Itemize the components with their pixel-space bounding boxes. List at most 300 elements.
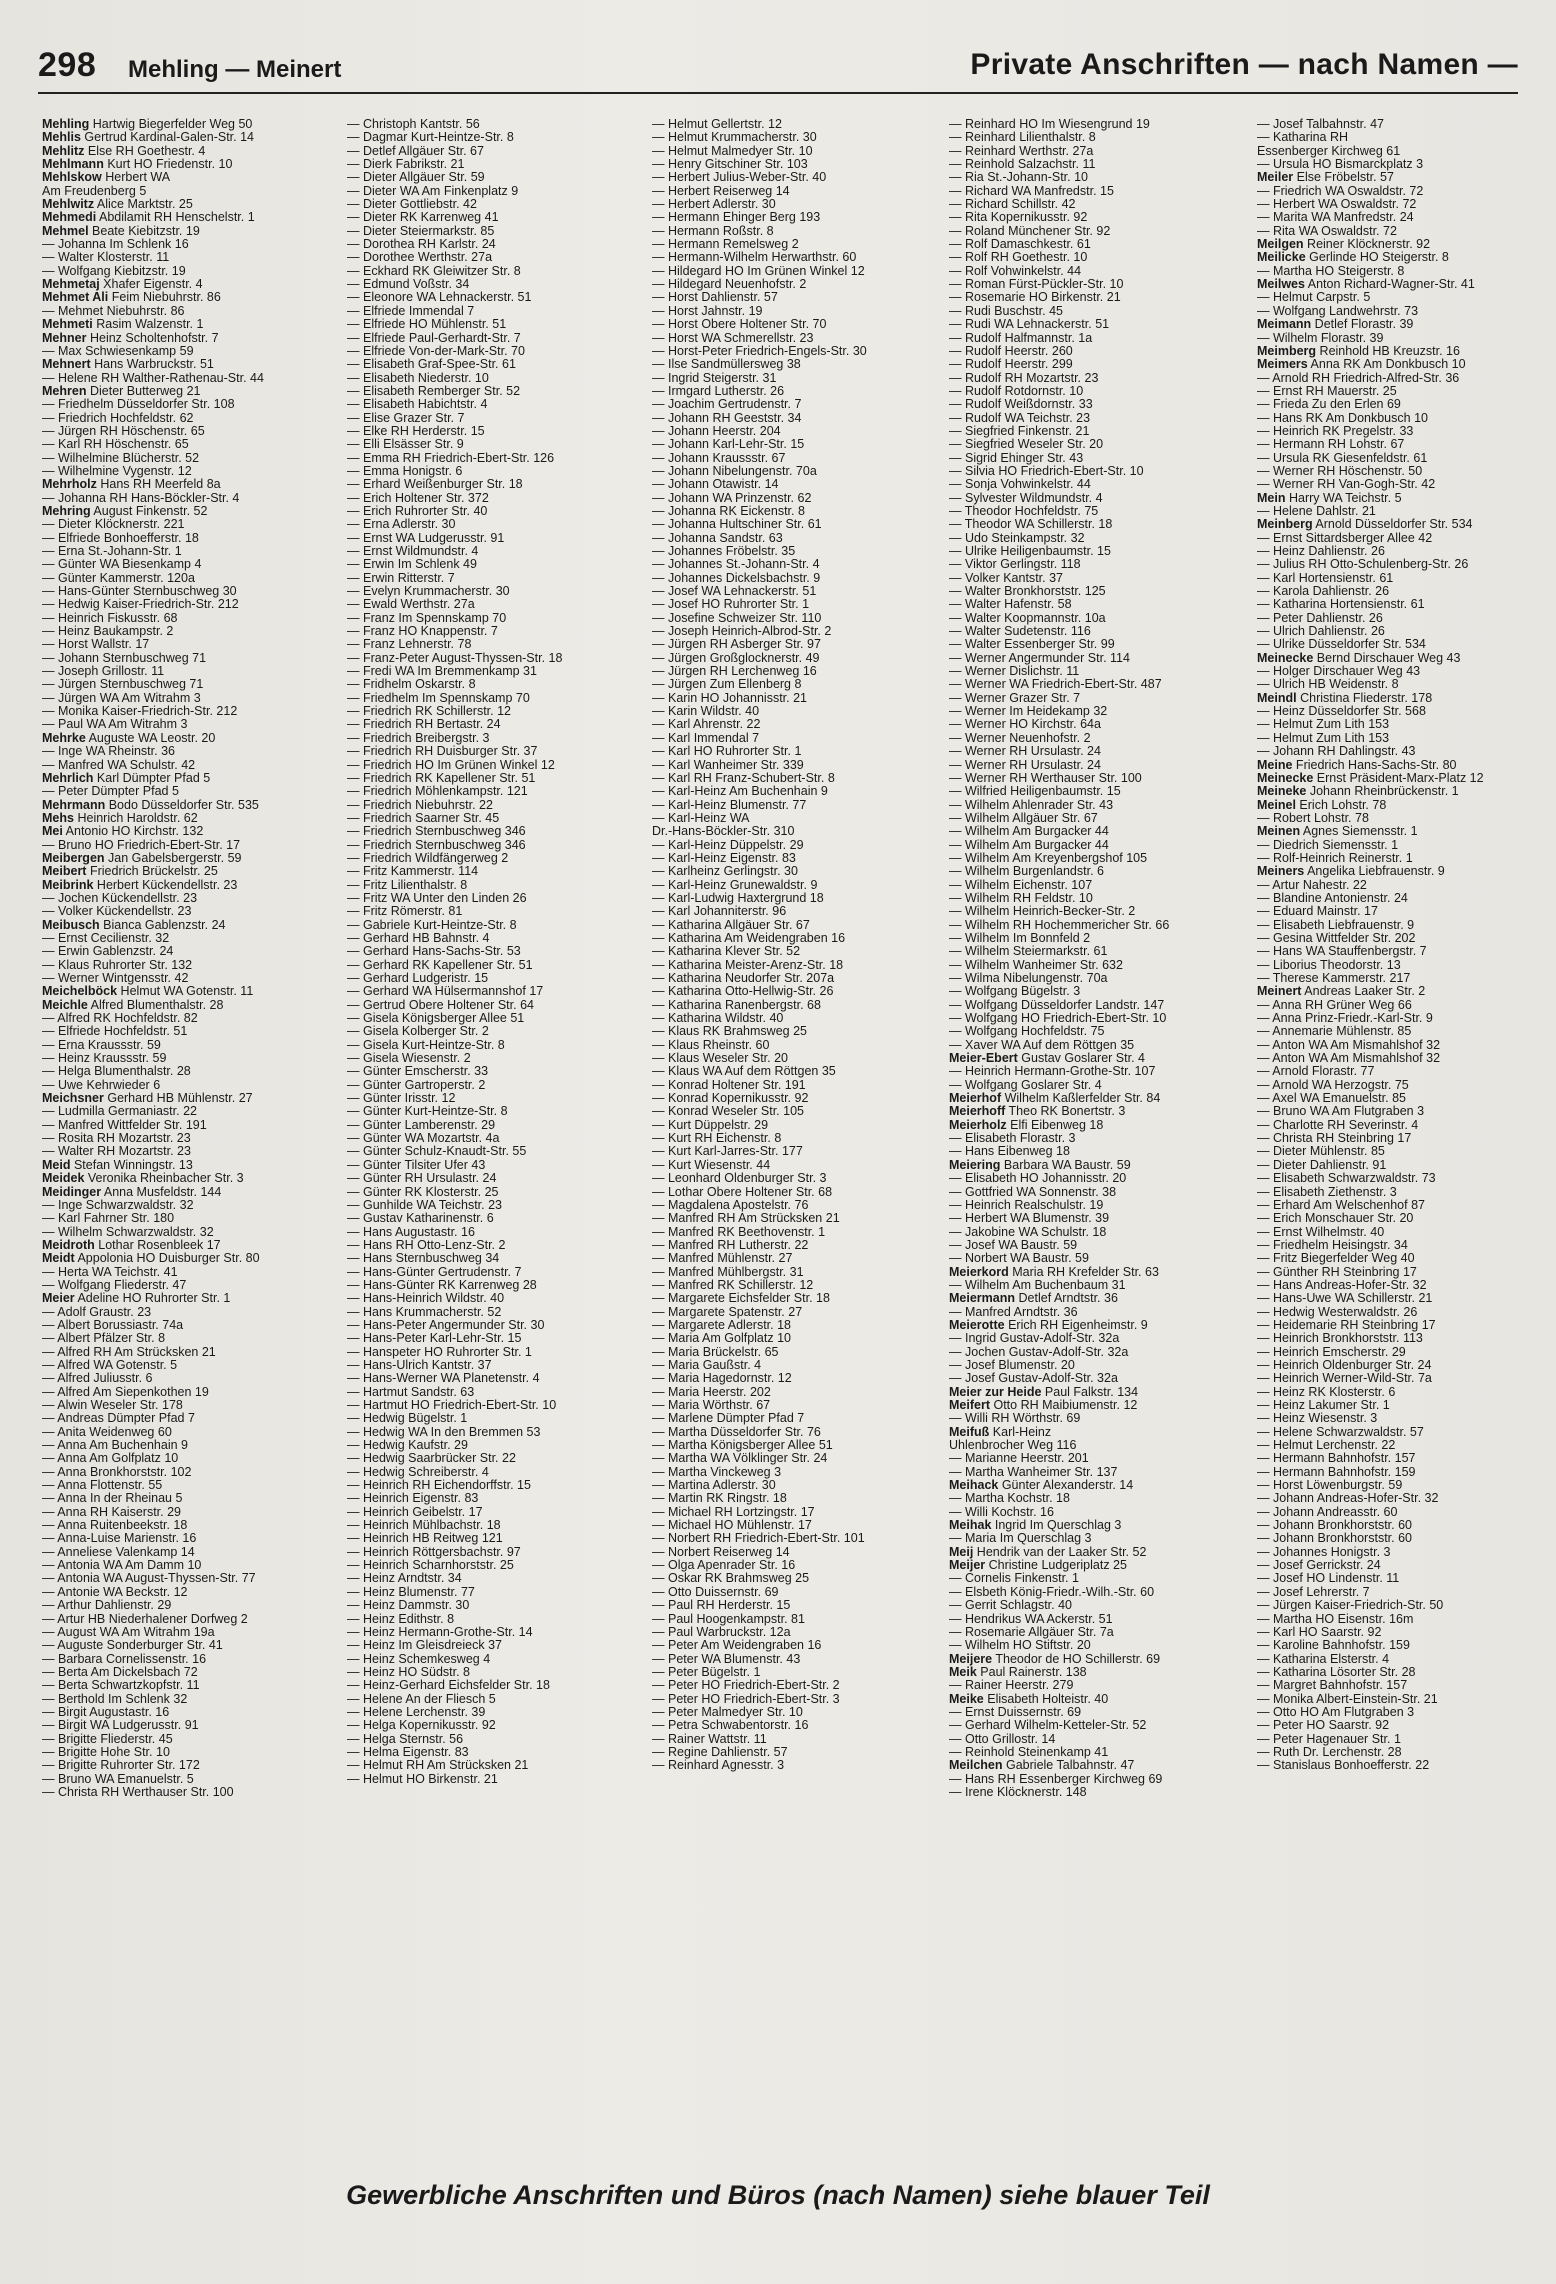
- entry-text: — Charlotte RH Severinstr. 4: [1257, 1117, 1419, 1132]
- entry-text: — Heinrich Eigenstr. 83: [347, 1491, 479, 1506]
- entry-text: — Walter Hafenstr. 58: [949, 597, 1072, 612]
- directory-entry: [1257, 278, 1555, 291]
- directory-entry: [949, 211, 1247, 224]
- directory-entry: [949, 745, 1247, 758]
- directory-entry: [347, 1439, 645, 1452]
- entry-text: Bodo Düsseldorfer Str. 535: [108, 797, 259, 812]
- entry-text: — Ingrid Gustav-Adolf-Str. 32a: [949, 1331, 1120, 1346]
- entry-text: — Edmund Voßstr. 34: [347, 277, 470, 292]
- directory-entry: [652, 211, 950, 224]
- entry-text: Theodor de HO Schillerstr. 69: [995, 1651, 1161, 1666]
- entry-text: — Werner HO Kirchstr. 64a: [949, 717, 1101, 732]
- directory-entry: [347, 1172, 645, 1185]
- directory-entry: [1257, 1546, 1555, 1559]
- directory-entry: [652, 1506, 950, 1519]
- directory-entry: [949, 452, 1247, 465]
- entry-text: — Erich Ruhrorter Str. 40: [347, 503, 488, 518]
- directory-entry: [42, 1132, 340, 1145]
- directory-entry: [1257, 1226, 1555, 1239]
- directory-entry: [949, 198, 1247, 211]
- directory-entry: [42, 1412, 340, 1425]
- entry-text: — Karl-Heinz Eigenstr. 83: [652, 850, 796, 865]
- directory-entry: [1257, 1145, 1555, 1158]
- directory-entry: [949, 1292, 1247, 1305]
- directory-entry: [949, 652, 1247, 665]
- directory-entry: [42, 532, 340, 545]
- directory-entry: [652, 1706, 950, 1719]
- directory-entry: [652, 1653, 950, 1666]
- directory-entry: [347, 1719, 645, 1732]
- directory-entry: [949, 1546, 1247, 1559]
- directory-entry: [347, 211, 645, 224]
- directory-entry: [42, 1172, 340, 1185]
- directory-entry: [949, 1759, 1247, 1772]
- directory-entry: [949, 1052, 1247, 1065]
- entry-text: — Martha Wanheimer Str. 137: [949, 1464, 1118, 1479]
- directory-entry: [347, 652, 645, 665]
- surname: Meijere: [949, 1651, 993, 1666]
- surname: Meifuß: [949, 1424, 990, 1439]
- entry-text: — Katharina Neudorfer Str. 207a: [652, 971, 835, 985]
- entry-text: — Wilhelm Am Burgacker 44: [949, 837, 1109, 852]
- entry-text: — Monika Albert-Einstein-Str. 21: [1257, 1691, 1438, 1706]
- entry-text: — Werner WA Friedrich-Ebert-Str. 487: [949, 677, 1162, 692]
- surname: Meilwes: [1257, 277, 1305, 292]
- directory-entry: [652, 1252, 950, 1265]
- directory-entry: [347, 1039, 645, 1052]
- surname: Meierhoff: [949, 1104, 1006, 1119]
- entry-text: — Klaus Weseler Str. 20: [652, 1051, 789, 1066]
- directory-entry: [42, 251, 340, 264]
- entry-text: — Johannes Fröbelstr. 35: [652, 544, 796, 558]
- entry-text: — Maria Gaußstr. 4: [652, 1357, 762, 1372]
- entry-text: — Gisela Kurt-Heintze-Str. 8: [347, 1037, 505, 1052]
- entry-text: — Franz-Peter August-Thyssen-Str. 18: [347, 650, 563, 665]
- entry-text: — Kurt RH Eichenstr. 8: [652, 1131, 782, 1146]
- directory-entry: [347, 518, 645, 531]
- directory-entry: [347, 1052, 645, 1065]
- directory-entry: [1257, 612, 1555, 625]
- directory-entry: [42, 1613, 340, 1626]
- directory-entry: [949, 1506, 1247, 1519]
- entry-text: Lothar Rosenbleek 17: [98, 1237, 221, 1252]
- directory-entry: [347, 1586, 645, 1599]
- directory-entry: [949, 291, 1247, 304]
- directory-entry: [652, 358, 950, 371]
- directory-entry: [1257, 1452, 1555, 1465]
- entry-text: — Christa RH Werthauser Str. 100: [42, 1784, 234, 1799]
- entry-text: — Heinrich RH Eichendorffstr. 15: [347, 1478, 531, 1493]
- entry-text: — Erhard Weißenburger Str. 18: [347, 477, 523, 492]
- entry-text: — Günter Emscherstr. 33: [347, 1064, 489, 1079]
- directory-entry: [949, 598, 1247, 611]
- directory-entry: [652, 278, 950, 291]
- surname: Meibert: [42, 864, 87, 879]
- entry-text: — Olga Apenrader Str. 16: [652, 1558, 796, 1573]
- entry-text: — Elisabeth Graf-Spee-Str. 61: [347, 357, 516, 372]
- directory-entry: [949, 1212, 1247, 1225]
- directory-entry: [949, 1132, 1247, 1145]
- entry-text: — Elisabeth Florastr. 3: [949, 1131, 1076, 1146]
- entry-text: — Karl Immendal 7: [652, 730, 760, 745]
- directory-entry: [652, 332, 950, 345]
- entry-text: — Gesina Wittfelder Str. 202: [1257, 930, 1416, 945]
- entry-text: Dr.-Hans-Böckler-Str. 310: [652, 824, 795, 839]
- directory-entry: [347, 372, 645, 385]
- entry-text: Angelika Liebfrauenstr. 9: [1307, 864, 1445, 879]
- surname: Meinert: [1257, 984, 1302, 999]
- entry-text: — Heinz Hermann-Grothe-Str. 14: [347, 1624, 533, 1639]
- directory-entry: [1257, 1212, 1555, 1225]
- entry-text: — Fritz Kammerstr. 114: [347, 864, 479, 879]
- entry-text: — Xaver WA Auf dem Röttgen 35: [949, 1037, 1135, 1052]
- entry-text: — Rainer Heerstr. 279: [949, 1678, 1074, 1693]
- entry-text: — Erich Holtener Str. 372: [347, 490, 489, 505]
- entry-text: Am Freudenberg 5: [42, 183, 147, 198]
- directory-entry: [42, 345, 340, 358]
- directory-entry: [949, 1653, 1247, 1666]
- entry-text: — Rosita RH Mozartstr. 23: [42, 1131, 191, 1146]
- entry-text: — Monika Kaiser-Friedrich-Str. 212: [42, 704, 238, 719]
- entry-text: — Ursula HO Bismarckplatz 3: [1257, 157, 1424, 172]
- entry-text: — Hans WA Stauffenbergstr. 7: [1257, 944, 1427, 959]
- directory-entry: [347, 398, 645, 411]
- entry-text: — Arthur Dahlienstr. 29: [42, 1598, 172, 1613]
- directory-entry: [949, 1719, 1247, 1732]
- entry-text: Jan Gabelsbergerstr. 59: [108, 850, 242, 865]
- directory-entry: [1257, 1479, 1555, 1492]
- entry-text: — Peter Hagenauer Str. 1: [1257, 1731, 1401, 1746]
- entry-text: — Gerhard Hans-Sachs-Str. 53: [347, 944, 521, 959]
- directory-entry: [652, 1746, 950, 1759]
- directory-entry: [42, 985, 340, 998]
- entry-text: — Wilhelm Wanheimer Str. 632: [949, 957, 1123, 972]
- directory-entry: [949, 158, 1247, 171]
- entry-text: — Norbert WA Baustr. 59: [949, 1251, 1089, 1266]
- surname: Meindl: [1257, 690, 1297, 705]
- directory-entry: [652, 678, 950, 691]
- section-title: Private Anschriften — nach Namen —: [970, 48, 1518, 81]
- directory-entry: [1257, 1693, 1555, 1706]
- directory-entry: [1257, 932, 1555, 945]
- directory-entry: [347, 1399, 645, 1412]
- directory-entry: [42, 1306, 340, 1319]
- entry-text: — Ingrid Steigerstr. 31: [652, 370, 777, 385]
- entry-text: — Günter Lamberenstr. 29: [347, 1117, 496, 1132]
- entry-text: — Ilse Sandmüllersweg 38: [652, 357, 801, 372]
- directory-entry: [347, 558, 645, 571]
- entry-text: — Detlef Allgäuer Str. 67: [347, 143, 484, 158]
- entry-text: — Maria Heerstr. 202: [652, 1384, 771, 1399]
- page-header: [38, 42, 1518, 94]
- entry-text: — Elisabeth Remberger Str. 52: [347, 383, 521, 398]
- directory-entry: [42, 1452, 340, 1465]
- directory-entry: [652, 1332, 950, 1345]
- entry-text: — Anna-Luise Marienstr. 16: [42, 1531, 197, 1546]
- directory-entry: [42, 638, 340, 651]
- entry-text: — Josef HO Ruhrorter Str. 1: [652, 597, 810, 612]
- entry-text: — Manfred WA Schulstr. 42: [42, 757, 196, 772]
- directory-entry: [42, 1319, 340, 1332]
- surname: Meiermann: [949, 1291, 1016, 1306]
- entry-text: — Heinz HO Südstr. 8: [347, 1664, 471, 1679]
- directory-entry: [347, 892, 645, 905]
- entry-text: — Karl-Heinz WA: [652, 810, 750, 825]
- entry-text: — Hans-Günter RK Karrenweg 28: [347, 1277, 537, 1292]
- entry-text: — Friedrich Wildfängerweg 2: [347, 850, 509, 865]
- directory-entry: [42, 572, 340, 585]
- entry-text: Hans Warbruckstr. 51: [94, 357, 214, 372]
- directory-entry: [1257, 1079, 1555, 1092]
- entry-text: — Jochen Gustav-Adolf-Str. 32a: [949, 1344, 1129, 1359]
- directory-entry: [347, 1479, 645, 1492]
- directory-entry: [347, 438, 645, 451]
- directory-entry: [949, 345, 1247, 358]
- directory-entry: [949, 1639, 1247, 1652]
- entry-text: Hartwig Biegerfelder Weg 50: [92, 118, 253, 131]
- directory-entry: [652, 1759, 950, 1772]
- entry-text: — Gisela Königsberger Allee 51: [347, 1011, 525, 1026]
- directory-entry: [652, 945, 950, 958]
- entry-text: — Liborius Theodorstr. 13: [1257, 957, 1401, 972]
- entry-text: — Hans-Heinrich Wildstr. 40: [347, 1291, 505, 1306]
- directory-entry: [1257, 705, 1555, 718]
- entry-text: Beate Kiebitzstr. 19: [92, 223, 200, 238]
- surname: Meinecke: [1257, 770, 1314, 785]
- directory-entry: [42, 1052, 340, 1065]
- entry-text: — Wolfgang Düsseldorfer Landstr. 147: [949, 997, 1165, 1012]
- entry-text: Heinrich Haroldstr. 62: [77, 810, 198, 825]
- entry-text: — Hermann Bahnhofstr. 157: [1257, 1451, 1416, 1466]
- directory-entry: [347, 1599, 645, 1612]
- directory-entry: [1257, 892, 1555, 905]
- entry-text: — Rudolf Weißdornstr. 33: [949, 397, 1093, 412]
- entry-text: — Johannes St.-Johann-Str. 4: [652, 557, 820, 572]
- entry-text: — Gerhard HB Bahnstr. 4: [347, 930, 490, 945]
- entry-text: — Erna Adlerstr. 30: [347, 517, 456, 532]
- directory-entry: [1257, 1012, 1555, 1025]
- directory-entry: [652, 585, 950, 598]
- directory-entry: [1257, 171, 1555, 184]
- entry-text: — Manfred Mühlenstr. 27: [652, 1251, 793, 1266]
- directory-entry: [347, 678, 645, 691]
- entry-text: Erich Lohstr. 78: [1299, 797, 1387, 812]
- directory-entry: [347, 412, 645, 425]
- directory-entry: [347, 1359, 645, 1372]
- directory-entry: [347, 318, 645, 331]
- directory-entry: [949, 678, 1247, 691]
- entry-text: — Ernst RH Mauerstr. 25: [1257, 383, 1397, 398]
- entry-text: — Wolfgang Kiebitzstr. 19: [42, 263, 186, 278]
- entry-text: — Manfred RH Am Strücksken 21: [652, 1211, 840, 1226]
- directory-entry: [949, 1226, 1247, 1239]
- surname: Meihack: [949, 1478, 999, 1493]
- entry-text: Gustav Goslarer Str. 4: [1021, 1051, 1146, 1066]
- directory-entry: [652, 892, 950, 905]
- entry-text: — Anneliese Valenkamp 14: [42, 1544, 195, 1559]
- directory-entry: [652, 625, 950, 638]
- directory-entry: [347, 905, 645, 918]
- directory-entry: [347, 265, 645, 278]
- surname: Meimann: [1257, 317, 1312, 332]
- directory-entry: [1257, 1506, 1555, 1519]
- entry-text: — Wolfgang HO Friedrich-Ebert-Str. 10: [949, 1011, 1167, 1026]
- entry-text: — Katharina Hortensienstr. 61: [1257, 597, 1425, 612]
- directory-entry: [347, 585, 645, 598]
- directory-entry: [347, 118, 645, 131]
- directory-entry: [42, 211, 340, 224]
- directory-entry: [949, 1559, 1247, 1572]
- directory-entry: [652, 532, 950, 545]
- entry-text: — Heinz Baukampstr. 2: [42, 624, 174, 639]
- directory-entry: [1257, 1572, 1555, 1585]
- entry-text: — Hedwig Westerwaldstr. 26: [1257, 1304, 1418, 1319]
- directory-entry: [42, 1466, 340, 1479]
- directory-entry: [652, 1186, 950, 1199]
- directory-entry: [347, 185, 645, 198]
- directory-entry: [42, 1666, 340, 1679]
- entry-text: — Helmut Zum Lith 153: [1257, 730, 1390, 745]
- directory-entry: [42, 972, 340, 985]
- directory-entry: [1257, 1519, 1555, 1532]
- entry-text: — Anna RH Grüner Weg 66: [1257, 997, 1412, 1012]
- entry-text: Elfi Eibenweg 18: [1010, 1117, 1104, 1132]
- surname: Meid: [42, 1157, 71, 1172]
- entry-text: — Wilhelm RH Hochemmericher Str. 66: [949, 917, 1170, 932]
- directory-entry: [652, 1266, 950, 1279]
- directory-entry: [347, 852, 645, 865]
- directory-entry: [949, 1733, 1247, 1746]
- entry-text: — Heinz Arndtstr. 34: [347, 1571, 462, 1586]
- directory-entry: [42, 438, 340, 451]
- surname: Mehlmann: [42, 157, 104, 172]
- entry-text: — Günter Kurt-Heintze-Str. 8: [347, 1104, 508, 1119]
- entry-text: Feim Niebuhrstr. 86: [111, 290, 221, 305]
- directory-entry: [1257, 1759, 1555, 1772]
- directory-entry: [1257, 452, 1555, 465]
- directory-entry: [42, 652, 340, 665]
- directory-entry: [949, 238, 1247, 251]
- directory-entry: [652, 905, 950, 918]
- entry-text: — Rainer Wattstr. 11: [652, 1731, 767, 1746]
- directory-entry: [949, 959, 1247, 972]
- entry-text: — Johann RH Geeststr. 34: [652, 410, 802, 425]
- entry-text: — Ewald Werthstr. 27a: [347, 597, 475, 612]
- directory-entry: [652, 572, 950, 585]
- surname: Mehling: [42, 118, 90, 131]
- directory-entry: [1257, 598, 1555, 611]
- entry-text: — August WA Am Witrahm 19a: [42, 1624, 215, 1639]
- directory-entry: [347, 1706, 645, 1719]
- directory-entry: [1257, 678, 1555, 691]
- directory-entry: [652, 265, 950, 278]
- entry-text: — Gerhard WA Hülsermannshof 17: [347, 984, 544, 999]
- entry-text: — Günter Kammerstr. 120a: [42, 570, 195, 585]
- entry-text: — Rudolf Halfmannstr. 1a: [949, 330, 1093, 345]
- directory-entry: [347, 1092, 645, 1105]
- entry-text: — Hedwig Kaufstr. 29: [347, 1438, 468, 1453]
- directory-entry: [1257, 518, 1555, 531]
- directory-entry: [42, 225, 340, 238]
- entry-text: — Ernst Cecilienstr. 32: [42, 930, 170, 945]
- directory-entry: [347, 478, 645, 491]
- directory-entry: [347, 1346, 645, 1359]
- directory-entry: [1257, 1439, 1555, 1452]
- directory-entry: [1257, 438, 1555, 451]
- entry-text: — Wilhelm Schwarzwaldstr. 32: [42, 1224, 214, 1239]
- entry-text: — Bruno HO Friedrich-Ebert-Str. 17: [42, 837, 241, 852]
- directory-entry: [652, 985, 950, 998]
- directory-entry: [652, 1025, 950, 1038]
- directory-entry: [652, 1639, 950, 1652]
- directory-entry: [652, 1399, 950, 1412]
- entry-text: — Johann Bronkhorststr. 60: [1257, 1531, 1413, 1546]
- directory-entry: [1257, 1359, 1555, 1372]
- entry-text: — Richard WA Manfredstr. 15: [949, 183, 1114, 198]
- directory-entry: [652, 1159, 950, 1172]
- directory-entry: [1257, 145, 1555, 158]
- entry-text: — Wolfgang Landwehrstr. 73: [1257, 303, 1419, 318]
- directory-entry: [42, 1746, 340, 1759]
- entry-text: Agnes Siemensstr. 1: [1302, 824, 1418, 839]
- surname: Mehring: [42, 503, 91, 518]
- entry-text: — Anita Weidenweg 60: [42, 1424, 172, 1439]
- directory-entry: [652, 465, 950, 478]
- entry-text: — Alfred WA Gotenstr. 5: [42, 1357, 178, 1372]
- entry-text: — Johann Nibelungenstr. 70a: [652, 463, 817, 478]
- directory-entry: [652, 1479, 950, 1492]
- directory-entry: [1257, 412, 1555, 425]
- entry-text: — Karl-Heinz Blumenstr. 77: [652, 797, 807, 812]
- entry-text: — Gabriele Kurt-Heintze-Str. 8: [347, 917, 517, 932]
- directory-entry: [949, 1466, 1247, 1479]
- directory-entry: [949, 1773, 1247, 1786]
- entry-text: — Ulrike Düsseldorfer Str. 534: [1257, 637, 1426, 652]
- entry-text: — Jürgen WA Am Witrahm 3: [42, 690, 201, 705]
- entry-text: — Fritz WA Unter den Linden 26: [347, 890, 527, 905]
- entry-text: Paul Rainerstr. 138: [980, 1664, 1087, 1679]
- entry-text: — Therese Kammerstr. 217: [1257, 971, 1411, 985]
- directory-entry: [652, 1039, 950, 1052]
- entry-text: — Johann Andreas-Hofer-Str. 32: [1257, 1491, 1439, 1506]
- directory-entry: [652, 291, 950, 304]
- entry-text: — Wilhelm Steiermarkstr. 61: [949, 944, 1108, 959]
- surname: Mehmel: [42, 223, 89, 238]
- entry-text: — Diedrich Siemensstr. 1: [1257, 837, 1399, 852]
- entry-text: — Hermann RH Lohstr. 67: [1257, 437, 1405, 452]
- directory-entry: [949, 398, 1247, 411]
- entry-text: — Elfriede Immendal 7: [347, 303, 475, 318]
- directory-entry: [42, 665, 340, 678]
- directory-entry: [949, 1306, 1247, 1319]
- entry-text: — Konrad Weseler Str. 105: [652, 1104, 805, 1119]
- entry-text: — Franz Lehnerstr. 78: [347, 637, 472, 652]
- directory-entry: [949, 131, 1247, 144]
- entry-text: August Finkenstr. 52: [93, 503, 208, 518]
- directory-entry: [652, 772, 950, 785]
- directory-entry: [42, 1426, 340, 1439]
- directory-entry: [652, 1492, 950, 1505]
- entry-text: — Birgit WA Ludgerusstr. 91: [42, 1718, 199, 1733]
- entry-text: — Antonie WA Beckstr. 12: [42, 1584, 188, 1599]
- entry-text: — Blandine Antonienstr. 24: [1257, 890, 1408, 905]
- directory-entry: [949, 1199, 1247, 1212]
- directory-entry: [347, 1773, 645, 1786]
- directory-entry: [652, 372, 950, 385]
- surname: Mehmeti: [42, 317, 93, 332]
- directory-entry: [42, 318, 340, 331]
- directory-entry: [347, 198, 645, 211]
